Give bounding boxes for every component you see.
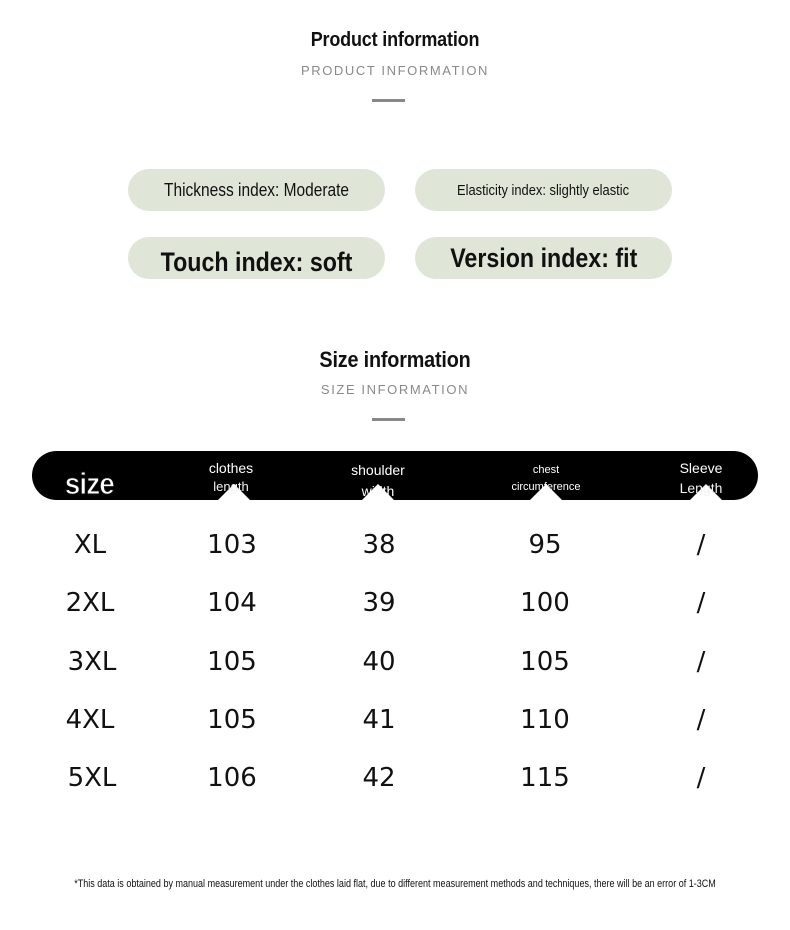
- row-clothes-length: 104: [207, 588, 257, 618]
- row-chest: 105: [520, 647, 570, 677]
- row-clothes-length: 103: [207, 530, 257, 560]
- row-shoulder-width: 40: [362, 647, 396, 677]
- row-sleeve: /: [696, 530, 706, 560]
- row-clothes-length: 106: [207, 763, 257, 793]
- header-chest-line1: chest: [532, 464, 560, 476]
- header-sleeve-line2: Length: [679, 480, 723, 497]
- row-size: XL: [73, 530, 107, 560]
- product-info-title: Product information: [310, 29, 480, 51]
- row-chest: 95: [528, 530, 562, 560]
- row-chest: 115: [520, 763, 570, 793]
- header-clothes-length: [181, 460, 281, 495]
- touch-index-label: Touch index: soft: [160, 247, 353, 277]
- elasticity-index-label: Elasticity index: slightly elastic: [457, 181, 630, 199]
- measurement-footnote: *This data is obtained by manual measurement under the clothes laid flat, due to different measurement methods and techniques, there will be an error of 1-3CM: [74, 878, 716, 890]
- product-info-subtitle: PRODUCT INFORMATION: [300, 63, 490, 78]
- size-info-subtitle: SIZE INFORMATION: [320, 382, 470, 397]
- header-sleeve-length: [661, 460, 741, 496]
- row-shoulder-width: 39: [362, 588, 396, 618]
- touch-index-pill: [128, 237, 385, 279]
- row-sleeve: /: [696, 588, 706, 618]
- row-sleeve: /: [696, 763, 706, 793]
- size-info-title: Size information: [319, 347, 471, 372]
- size-info-divider: [372, 418, 405, 421]
- row-chest: 100: [520, 588, 570, 618]
- row-size: 4XL: [65, 705, 115, 735]
- thickness-index-label: Thickness index: Moderate: [163, 179, 349, 200]
- header-shoulder-line2: width: [361, 483, 395, 500]
- elasticity-index-pill: [415, 169, 672, 211]
- thickness-index-pill: [128, 169, 385, 211]
- header-shoulder-line1: shoulder: [351, 462, 405, 478]
- row-chest: 110: [520, 705, 570, 735]
- row-size: 2XL: [65, 588, 115, 618]
- row-size: 5XL: [67, 763, 117, 793]
- row-size: 3XL: [67, 647, 117, 677]
- row-sleeve: /: [696, 647, 706, 677]
- header-shoulder-width: [318, 462, 438, 499]
- header-size: size: [64, 466, 114, 501]
- header-clothes-line2: length: [213, 479, 249, 495]
- header-chest-circumference: [486, 464, 606, 493]
- row-clothes-length: 105: [207, 705, 257, 735]
- row-clothes-length: 105: [207, 647, 257, 677]
- row-shoulder-width: 42: [362, 763, 396, 793]
- row-shoulder-width: 38: [362, 530, 396, 560]
- version-index-label: Version index: fit: [449, 242, 638, 273]
- header-chest-line2: circumference: [511, 480, 581, 493]
- product-info-divider: [372, 99, 405, 102]
- row-shoulder-width: 41: [362, 705, 396, 735]
- header-sleeve-line1: Sleeve: [679, 460, 723, 476]
- header-clothes-line1: clothes: [208, 460, 254, 476]
- row-sleeve: /: [696, 705, 706, 735]
- version-index-pill: [415, 237, 672, 279]
